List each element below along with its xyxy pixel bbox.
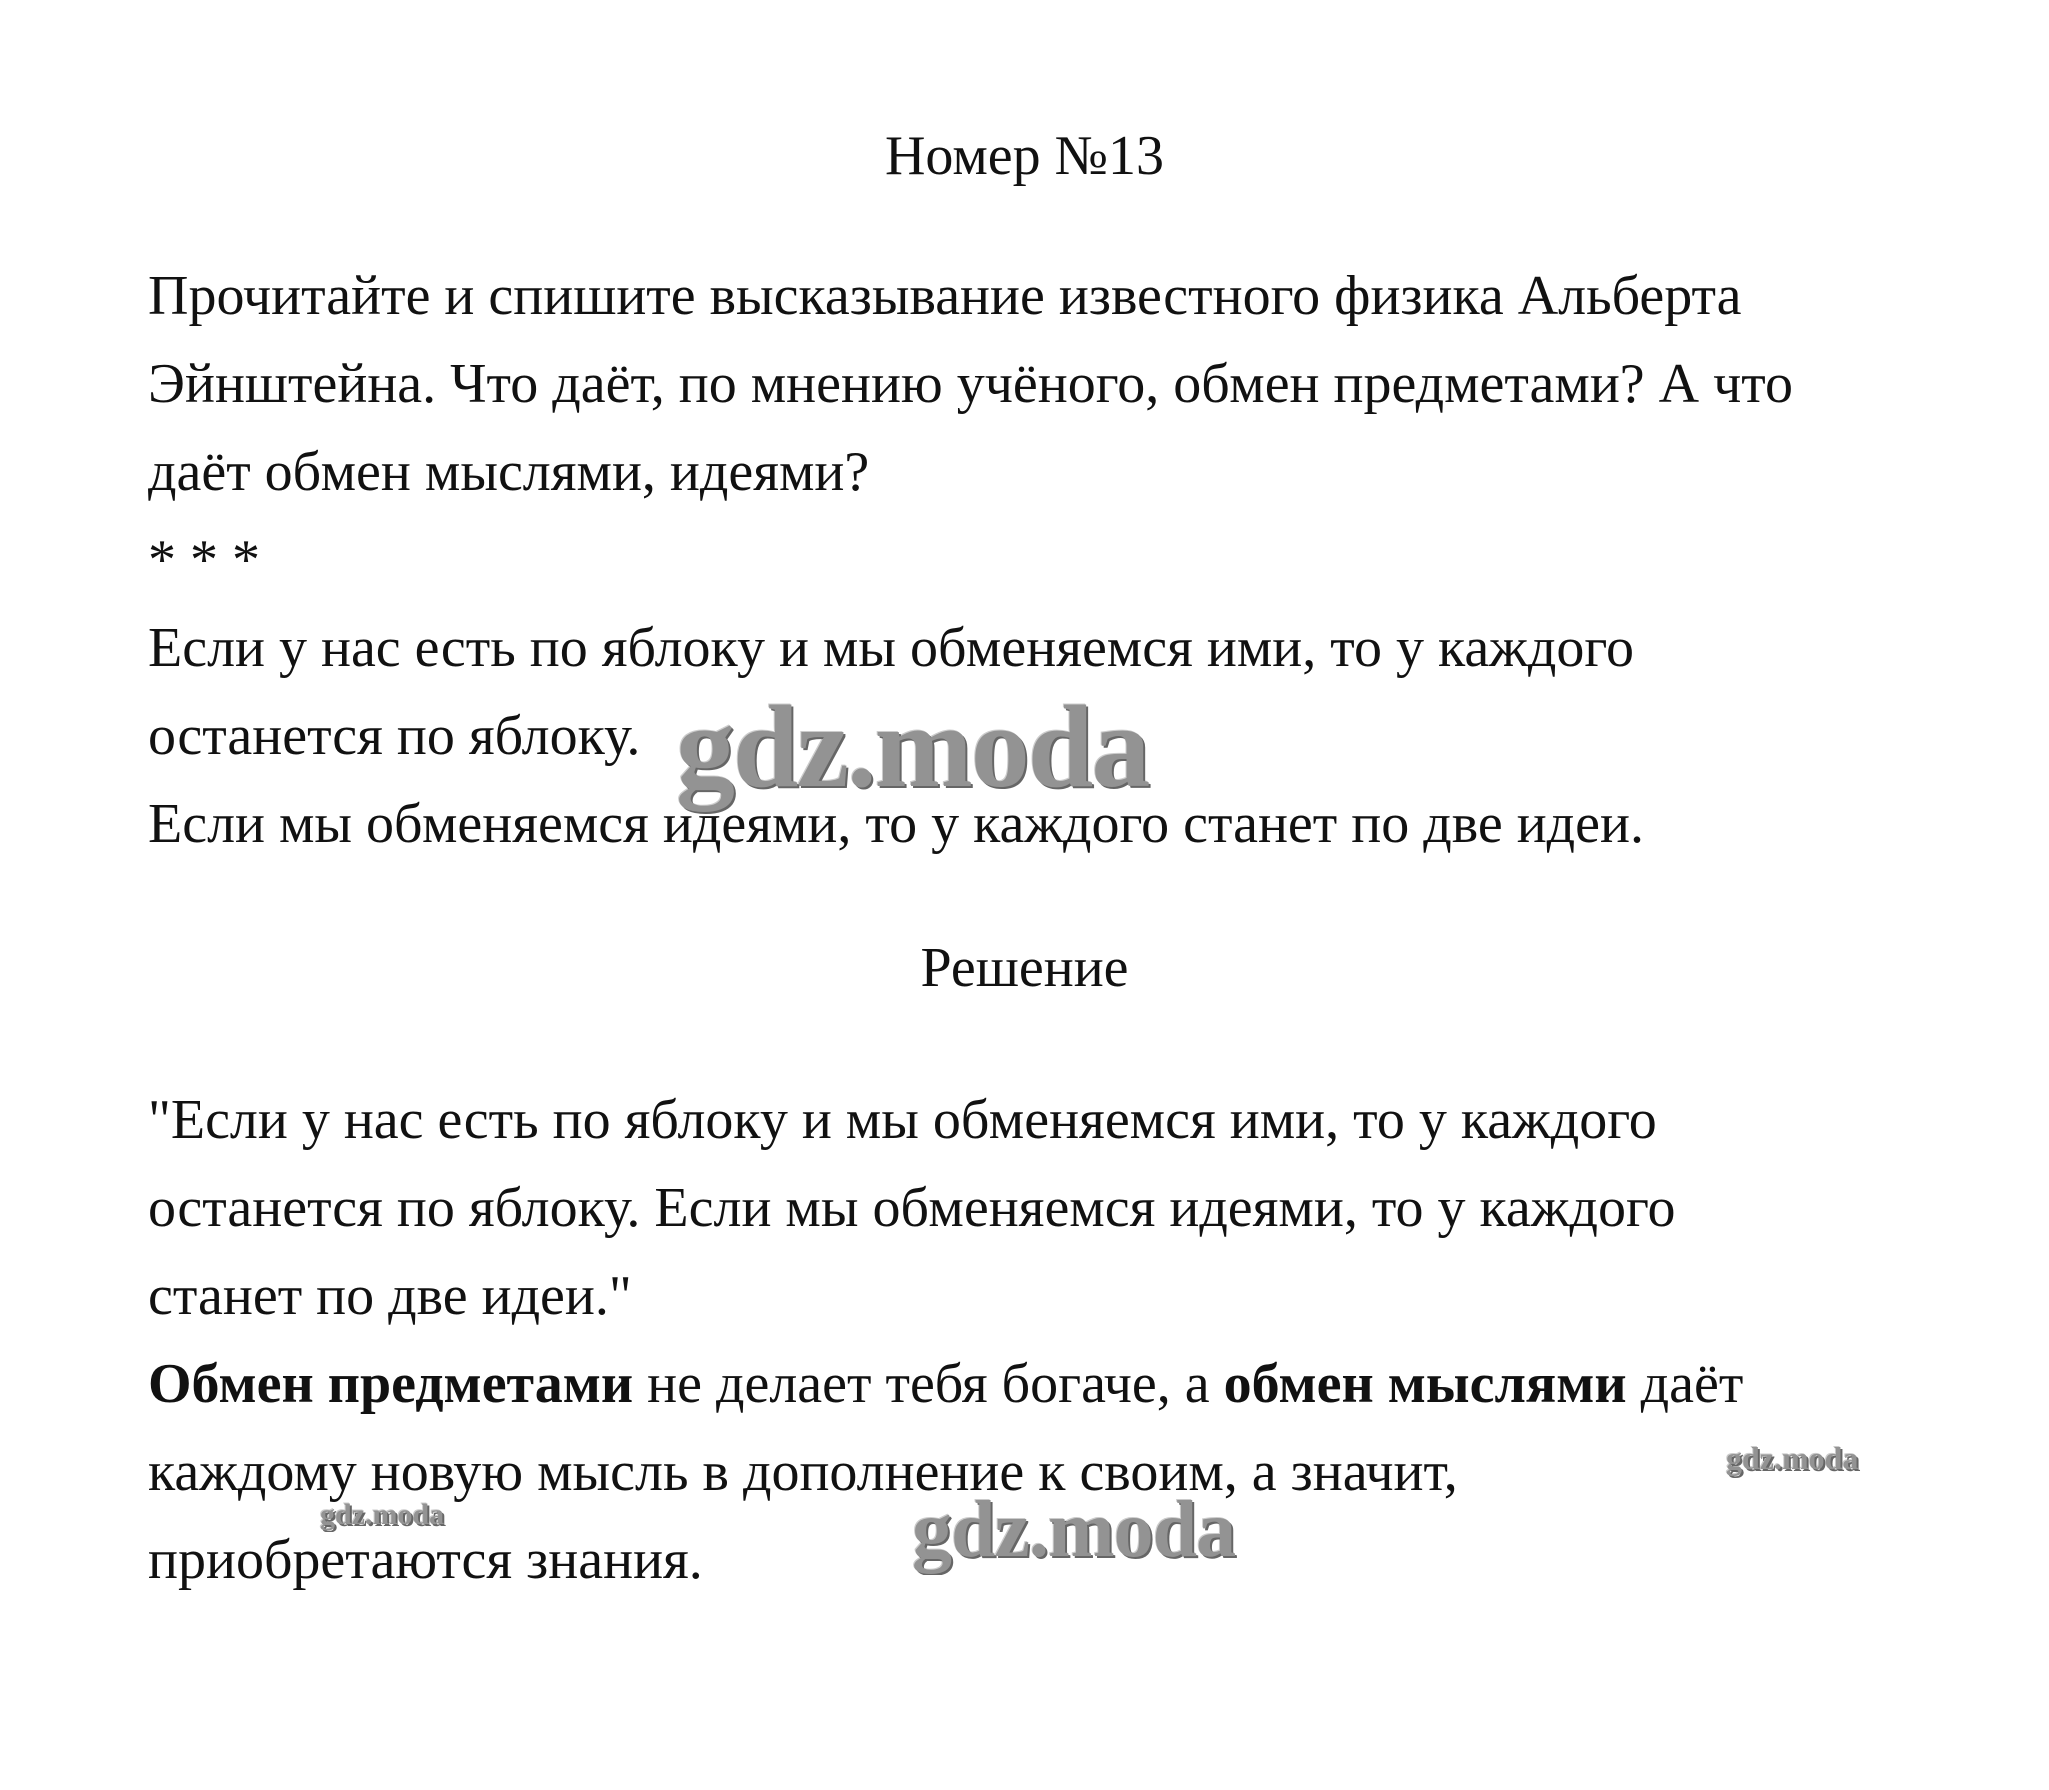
section-separator: * * * (148, 529, 260, 591)
task-line-1: Прочитайте и спишите высказывание известного физика Альберта (148, 265, 1742, 327)
task-quote (148, 604, 1948, 868)
watermark-large-bottom: gdz.moda (912, 1486, 1236, 1574)
task-text (148, 252, 1948, 516)
solution-quote-line-2: останется по яблоку. Если мы обменяемся идеями, то у каждого (148, 1177, 1676, 1239)
task-quote-line-3: Если мы обменяемся идеями, то у каждого станет по две идеи. (148, 793, 1644, 855)
task-line-3: даёт обмен мыслями, идеями? (148, 441, 870, 503)
answer-line-2: каждому новую мысль в дополнение к своим, а значит, (148, 1441, 1458, 1503)
answer-line-1 (148, 1340, 1948, 1428)
task-quote-line-2: останется по яблоку. (148, 705, 641, 767)
answer-bold-objects: Обмен предметами (148, 1353, 634, 1415)
answer-text-1: не делает тебя богаче, а (633, 1353, 1224, 1415)
solution-title: Решение (920, 937, 1129, 999)
solution-answer (148, 1340, 1948, 1604)
watermark-large-top: gdz.moda (676, 681, 1149, 812)
solution-quote-line-1: "Если у нас есть по яблоку и мы обменяемся ими, то у каждого (148, 1089, 1657, 1151)
task-quote-line-1: Если у нас есть по яблоку и мы обменяемся ими, то у каждого (148, 617, 1634, 679)
answer-text-2: даёт (1626, 1353, 1744, 1415)
answer-bold-thoughts: обмен мыслями (1223, 1353, 1627, 1415)
solution-quote-line-3: станет по две идеи." (148, 1265, 632, 1327)
solution-quote (148, 1076, 1948, 1340)
task-line-2: Эйнштейна. Что даёт, по мнению учёного, обмен предметами? А что (148, 353, 1793, 415)
watermark-small-left: gdz.moda (320, 1498, 445, 1531)
watermark-small-right: gdz.moda (1726, 1440, 1859, 1476)
page-title: Номер №13 (884, 125, 1165, 187)
answer-line-3: приобретаются знания. (148, 1529, 703, 1591)
